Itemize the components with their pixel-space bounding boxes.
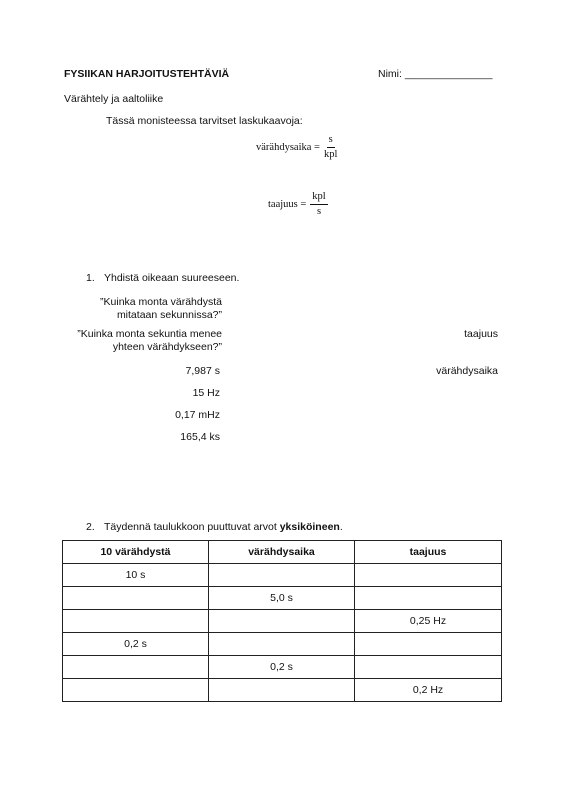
formula-frequency-numerator: kpl <box>310 191 327 205</box>
table-cell[interactable] <box>63 656 209 679</box>
task1-target-period: värähdysaika <box>436 365 498 377</box>
task1-target-frequency: taajuus <box>464 328 498 340</box>
table-row <box>63 656 502 679</box>
formula-period <box>256 134 337 161</box>
task1-item-2-line2: yhteen värähdykseen?” <box>112 341 222 353</box>
formula-period-denominator: kpl <box>323 149 338 160</box>
task1-item-4: 15 Hz <box>192 387 220 399</box>
task1-item-6: 165,4 ks <box>180 431 220 443</box>
task2-instruction <box>104 521 343 533</box>
table-row <box>63 679 502 702</box>
table-cell[interactable]: 0,25 Hz <box>355 610 502 633</box>
answer-table <box>62 540 502 702</box>
table-cell[interactable] <box>63 587 209 610</box>
table-row <box>63 610 502 633</box>
task1-item-1-line1: ”Kuinka monta värähdystä <box>100 296 222 308</box>
formula-period-fraction <box>324 134 337 161</box>
task1-instruction: Yhdistä oikeaan suureeseen. <box>104 272 240 284</box>
task1-item-2 <box>40 328 222 353</box>
table-cell[interactable] <box>63 610 209 633</box>
table-cell[interactable] <box>209 633 355 656</box>
table-cell[interactable] <box>209 564 355 587</box>
formula-period-lhs: värähdysaika = <box>256 142 320 153</box>
table-cell[interactable]: 10 s <box>63 564 209 587</box>
name-field-label: Nimi: _______________ <box>378 68 493 80</box>
task1-number: 1. <box>86 272 95 284</box>
table-cell[interactable] <box>355 564 502 587</box>
task1-item-3: 7,987 s <box>185 365 220 377</box>
column-header: taajuus <box>355 541 502 564</box>
formula-frequency <box>268 191 328 218</box>
task2-instruction-suffix: . <box>339 521 343 533</box>
table-header-row <box>63 541 502 564</box>
formula-period-numerator: s <box>327 134 335 148</box>
table-cell[interactable] <box>355 587 502 610</box>
column-header: 10 värähdystä <box>63 541 209 564</box>
task1-item-2-line1: ”Kuinka monta sekuntia menee <box>77 328 222 340</box>
table-cell[interactable] <box>355 633 502 656</box>
table-cell[interactable]: 0,2 s <box>209 656 355 679</box>
table-cell[interactable] <box>355 656 502 679</box>
task1-item-5: 0,17 mHz <box>175 409 220 421</box>
table-cell[interactable] <box>63 679 209 702</box>
table-cell[interactable]: 0,2 s <box>63 633 209 656</box>
formula-frequency-denominator: s <box>316 206 322 217</box>
intro-text: Tässä monisteessa tarvitset laskukaavoja: <box>106 115 303 127</box>
task1-item-1-line2: mitataan sekunnissa?” <box>116 309 222 321</box>
table-cell[interactable] <box>209 679 355 702</box>
formula-frequency-fraction <box>310 191 327 218</box>
task2-number: 2. <box>86 521 95 533</box>
task1-item-1 <box>60 296 222 321</box>
table-row <box>63 633 502 656</box>
formula-frequency-lhs: taajuus = <box>268 199 307 210</box>
table-cell[interactable]: 5,0 s <box>209 587 355 610</box>
table-row <box>63 564 502 587</box>
table-cell[interactable]: 0,2 Hz <box>355 679 502 702</box>
worksheet-subtitle: Värähtely ja aaltoliike <box>64 93 164 105</box>
worksheet-title: FYSIIKAN HARJOITUSTEHTÄVIÄ <box>64 68 230 80</box>
column-header: värähdysaika <box>209 541 355 564</box>
task2-instruction-text: Täydennä taulukkoon puuttuvat arvot <box>104 521 280 533</box>
table-row <box>63 587 502 610</box>
table-cell[interactable] <box>209 610 355 633</box>
task2-instruction-bold: yksiköineen <box>279 521 340 533</box>
